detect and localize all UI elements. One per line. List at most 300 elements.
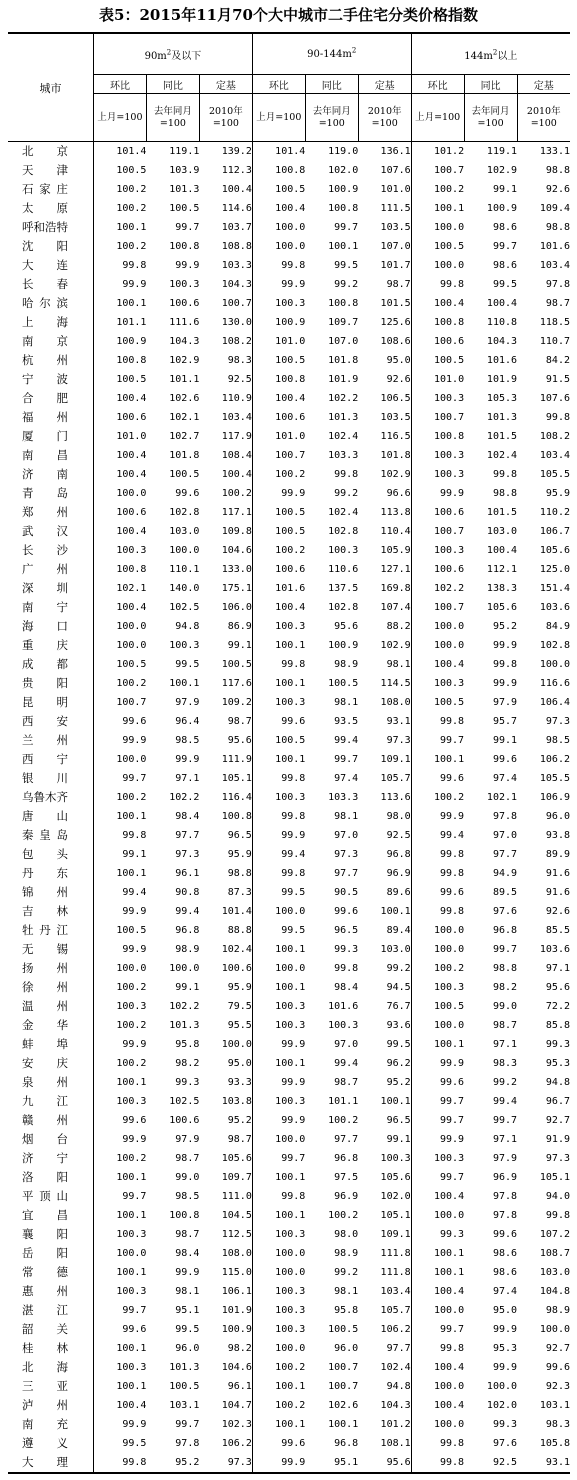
- subheader-fixed-base: 定基: [199, 75, 252, 94]
- cell-base-small: 114.6: [221, 203, 252, 214]
- cell-base-large: 96.0: [545, 811, 570, 822]
- city-name: 吉林: [22, 904, 68, 918]
- cell-mom-large: 100.0: [411, 1377, 464, 1396]
- cell-base-large: 105.1: [539, 1172, 570, 1183]
- cell-yoy-large: 97.7: [492, 849, 518, 860]
- cell-base-large: 85.5: [545, 925, 570, 936]
- cell-yoy-medium: 98.1: [334, 697, 359, 708]
- cell-base-medium: 107.6: [380, 165, 411, 176]
- cell-mom-small: 99.8: [94, 256, 147, 275]
- cell-base-small: 115.0: [221, 1267, 252, 1278]
- cell-base-small: 116.4: [221, 792, 252, 803]
- cell-yoy-medium: 119.0: [328, 146, 359, 157]
- cell-base-large: 106.2: [539, 754, 570, 765]
- cell-yoy-large: 97.6: [492, 1438, 518, 1449]
- cell-yoy-small: 102.1: [169, 412, 200, 423]
- cell-base-medium: 98.0: [386, 811, 411, 822]
- base-label-fixed: 2010年=100: [358, 94, 411, 142]
- cell-base-large: 93.1: [545, 1457, 570, 1468]
- city-name-cell: [8, 1187, 94, 1206]
- cell-base-small: 86.9: [227, 621, 252, 632]
- table-row: [8, 788, 570, 807]
- city-name: 郑州: [22, 505, 68, 519]
- cell-yoy-small: 102.9: [169, 355, 200, 366]
- cell-yoy-small: 99.5: [175, 1324, 200, 1335]
- city-name: 襄阳: [22, 1227, 68, 1241]
- cell-base-medium: 116.5: [380, 431, 411, 442]
- cell-base-medium: 136.1: [380, 146, 411, 157]
- table-row: [8, 1130, 570, 1149]
- cell-mom-large: 100.7: [411, 161, 464, 180]
- cell-base-medium: 96.9: [386, 868, 411, 879]
- table-row: [8, 1396, 570, 1415]
- city-name-cell: [8, 1035, 94, 1054]
- cell-base-small: 99.1: [227, 640, 252, 651]
- cell-yoy-medium: 99.8: [334, 469, 359, 480]
- cell-yoy-medium: 98.1: [334, 1286, 359, 1297]
- cell-yoy-small: 97.9: [175, 1134, 200, 1145]
- city-name: 扬州: [22, 961, 68, 975]
- cell-mom-large: 100.5: [411, 693, 464, 712]
- cell-yoy-medium: 100.8: [328, 203, 359, 214]
- table-row: [8, 275, 570, 294]
- city-name-cell: [8, 1320, 94, 1339]
- cell-base-small: 100.6: [221, 963, 252, 974]
- cell-mom-large: 100.4: [411, 655, 464, 674]
- cell-yoy-small: 102.5: [169, 1096, 200, 1107]
- cell-mom-large: 100.1: [411, 199, 464, 218]
- cell-mom-small: 100.1: [94, 1339, 147, 1358]
- cell-mom-large: 100.1: [411, 1035, 464, 1054]
- cell-yoy-large: 99.0: [492, 1001, 518, 1012]
- cell-base-large: 91.5: [545, 374, 570, 385]
- city-name: 无锡: [22, 942, 68, 956]
- cell-mom-small: 99.9: [94, 1415, 147, 1434]
- cell-mom-medium: 100.0: [252, 1244, 305, 1263]
- cell-mom-medium: 100.1: [252, 1415, 305, 1434]
- cell-mom-medium: 100.3: [252, 997, 305, 1016]
- cell-mom-small: 100.3: [94, 1282, 147, 1301]
- cell-base-large: 97.1: [545, 963, 570, 974]
- cell-yoy-medium: 100.1: [328, 241, 359, 252]
- cell-yoy-small: 103.9: [169, 165, 200, 176]
- city-name: 烟台: [22, 1132, 68, 1146]
- cell-base-medium: 93.6: [386, 1020, 411, 1031]
- cell-yoy-medium: 99.2: [334, 488, 359, 499]
- cell-mom-medium: 101.6: [252, 579, 305, 598]
- cell-base-small: 87.3: [227, 887, 252, 898]
- cell-yoy-medium: 103.3: [328, 792, 359, 803]
- cell-base-medium: 105.1: [380, 1210, 411, 1221]
- city-name: 锦州: [22, 885, 68, 899]
- cell-base-small: 98.7: [227, 1134, 252, 1145]
- cell-yoy-medium: 110.6: [328, 564, 359, 575]
- cell-yoy-large: 95.2: [492, 621, 518, 632]
- cell-mom-large: 100.0: [411, 218, 464, 237]
- cell-base-small: 175.1: [221, 583, 252, 594]
- cell-base-large: 100.0: [539, 659, 570, 670]
- cell-mom-medium: 99.8: [252, 769, 305, 788]
- city-name-cell: [8, 1282, 94, 1301]
- table-row: [8, 237, 570, 256]
- cell-base-large: 105.5: [539, 469, 570, 480]
- cell-yoy-small: 97.1: [175, 773, 200, 784]
- cell-base-large: 92.7: [545, 1343, 570, 1354]
- cell-yoy-medium: 97.7: [334, 868, 359, 879]
- cell-yoy-medium: 93.5: [334, 716, 359, 727]
- city-name: 深圳: [22, 581, 68, 595]
- cell-yoy-small: 100.0: [169, 545, 200, 556]
- city-name: 天津: [22, 163, 68, 177]
- cell-mom-small: 100.4: [94, 465, 147, 484]
- table-row: [8, 256, 570, 275]
- table-row: [8, 370, 570, 389]
- cell-base-medium: 101.5: [380, 298, 411, 309]
- cell-yoy-large: 99.4: [492, 1096, 518, 1107]
- cell-mom-large: 100.0: [411, 940, 464, 959]
- cell-mom-large: 99.4: [411, 826, 464, 845]
- city-name-cell: [8, 1225, 94, 1244]
- cell-base-small: 112.3: [221, 165, 252, 176]
- cell-mom-large: 99.8: [411, 1339, 464, 1358]
- city-name: 遵义: [22, 1436, 68, 1450]
- table-row: [8, 902, 570, 921]
- city-name-cell: [8, 256, 94, 275]
- city-name-cell: [8, 712, 94, 731]
- cell-mom-large: 99.6: [411, 883, 464, 902]
- cell-yoy-medium: 100.5: [328, 678, 359, 689]
- table-row: [8, 712, 570, 731]
- cell-base-small: 101.9: [221, 1305, 252, 1316]
- cell-base-medium: 95.0: [386, 355, 411, 366]
- cell-mom-large: 100.0: [411, 636, 464, 655]
- cell-base-small: 100.9: [221, 1324, 252, 1335]
- city-name-cell: [8, 446, 94, 465]
- cell-yoy-small: 103.0: [169, 526, 200, 537]
- cell-mom-medium: 100.3: [252, 294, 305, 313]
- cell-yoy-medium: 99.7: [334, 222, 359, 233]
- cell-mom-large: 100.5: [411, 237, 464, 256]
- cell-mom-medium: 100.5: [252, 522, 305, 541]
- cell-mom-large: 99.8: [411, 902, 464, 921]
- base-label-fixed: 2010年=100: [517, 94, 570, 142]
- cell-mom-medium: 99.9: [252, 275, 305, 294]
- city-name: 桂林: [22, 1341, 68, 1355]
- cell-yoy-large: 98.6: [492, 260, 518, 271]
- cell-yoy-small: 101.3: [169, 184, 200, 195]
- city-name: 贵阳: [22, 676, 68, 690]
- cell-base-large: 98.8: [545, 165, 570, 176]
- city-name-cell: [8, 807, 94, 826]
- cell-yoy-large: 97.6: [492, 906, 518, 917]
- city-name: 泉州: [22, 1075, 68, 1089]
- cell-base-small: 110.9: [221, 393, 252, 404]
- cell-yoy-small: 95.8: [175, 1039, 200, 1050]
- cell-base-small: 95.0: [227, 1058, 252, 1069]
- city-name: 合肥: [22, 391, 68, 405]
- cell-yoy-small: 98.7: [175, 1153, 200, 1164]
- cell-base-large: 110.7: [539, 336, 570, 347]
- cell-base-medium: 102.4: [380, 1362, 411, 1373]
- cell-base-small: 117.1: [221, 507, 252, 518]
- cell-base-small: 98.2: [227, 1343, 252, 1354]
- cell-yoy-large: 89.5: [492, 887, 518, 898]
- table-row: [8, 959, 570, 978]
- table-row: [8, 1054, 570, 1073]
- cell-base-large: 108.2: [539, 431, 570, 442]
- cell-yoy-small: 99.9: [175, 1267, 200, 1278]
- city-name: 北京: [22, 144, 68, 158]
- table-row: [8, 921, 570, 940]
- cell-base-small: 95.9: [227, 849, 252, 860]
- cell-yoy-large: 119.1: [486, 146, 518, 157]
- cell-mom-large: 100.5: [411, 351, 464, 370]
- city-name: 温州: [22, 999, 68, 1013]
- cell-mom-medium: 100.0: [252, 218, 305, 237]
- cell-base-medium: 113.6: [380, 792, 411, 803]
- city-name-cell: [8, 750, 94, 769]
- cell-base-large: 107.6: [539, 393, 570, 404]
- cell-yoy-large: 97.9: [492, 1153, 518, 1164]
- cell-yoy-medium: 97.0: [334, 1039, 359, 1050]
- cell-base-medium: 96.5: [386, 1115, 411, 1126]
- cell-base-small: 100.4: [221, 469, 252, 480]
- page-title: 表5：2015年11月70个大中城市二手住宅分类价格指数: [99, 6, 478, 24]
- cell-base-large: 98.9: [545, 1305, 570, 1316]
- cell-mom-medium: 100.3: [252, 1320, 305, 1339]
- cell-yoy-small: 98.4: [175, 1248, 200, 1259]
- cell-mom-small: 101.0: [94, 427, 147, 446]
- cell-yoy-large: 98.6: [492, 1267, 518, 1278]
- city-name: 韶关: [22, 1322, 68, 1336]
- cell-mom-medium: 99.8: [252, 655, 305, 674]
- cell-base-medium: 92.5: [386, 830, 411, 841]
- cell-mom-small: 99.4: [94, 883, 147, 902]
- city-name-cell: [8, 161, 94, 180]
- cell-base-large: 84.9: [545, 621, 570, 632]
- city-name: 石家庄: [22, 182, 68, 196]
- cell-yoy-small: 96.8: [175, 925, 200, 936]
- cell-mom-small: 99.9: [94, 1035, 147, 1054]
- cell-mom-large: 99.6: [411, 769, 464, 788]
- cell-mom-medium: 100.7: [252, 446, 305, 465]
- cell-base-medium: 94.5: [386, 982, 411, 993]
- cell-yoy-small: 100.3: [169, 279, 200, 290]
- city-name-cell: [8, 1054, 94, 1073]
- cell-base-medium: 95.6: [386, 1457, 411, 1468]
- cell-mom-medium: 100.2: [252, 1358, 305, 1377]
- cell-yoy-medium: 99.4: [334, 735, 359, 746]
- table-row: [8, 351, 570, 370]
- cell-yoy-small: 100.3: [169, 640, 200, 651]
- cell-yoy-large: 101.9: [486, 374, 518, 385]
- cell-base-small: 95.9: [227, 982, 252, 993]
- cell-mom-medium: 100.1: [252, 674, 305, 693]
- city-name: 海口: [22, 619, 68, 633]
- cell-mom-large: 101.0: [411, 370, 464, 389]
- cell-yoy-small: 95.2: [175, 1457, 200, 1468]
- cell-yoy-large: 102.0: [486, 1400, 518, 1411]
- cell-base-medium: 98.1: [386, 659, 411, 670]
- cell-mom-large: 99.3: [411, 1225, 464, 1244]
- cell-mom-medium: 100.8: [252, 161, 305, 180]
- cell-base-medium: 114.5: [380, 678, 411, 689]
- cell-yoy-small: 103.1: [169, 1400, 200, 1411]
- table-row: [8, 997, 570, 1016]
- cell-yoy-small: 94.8: [175, 621, 200, 632]
- cell-yoy-large: 97.9: [492, 697, 518, 708]
- cell-yoy-large: 103.0: [486, 526, 518, 537]
- cell-base-large: 97.3: [545, 1153, 570, 1164]
- cell-mom-small: 100.3: [94, 1092, 147, 1111]
- base-label-fixed: 2010年=100: [199, 94, 252, 142]
- cell-yoy-small: 98.2: [175, 1058, 200, 1069]
- cell-yoy-large: 110.8: [486, 317, 518, 328]
- cell-mom-large: 99.7: [411, 1168, 464, 1187]
- cell-base-small: 95.2: [227, 1115, 252, 1126]
- cell-base-large: 110.2: [539, 507, 570, 518]
- city-name: 泸州: [22, 1398, 68, 1412]
- cell-base-large: 151.4: [539, 583, 570, 594]
- cell-yoy-large: 95.7: [492, 716, 518, 727]
- table-row: [8, 1168, 570, 1187]
- cell-yoy-small: 97.8: [175, 1438, 200, 1449]
- cell-base-medium: 96.6: [386, 488, 411, 499]
- cell-base-large: 92.3: [545, 1381, 570, 1392]
- cell-base-medium: 105.6: [380, 1172, 411, 1183]
- table-row: [8, 1244, 570, 1263]
- cell-base-medium: 103.5: [380, 412, 411, 423]
- cell-base-small: 88.8: [227, 925, 252, 936]
- cell-base-medium: 125.6: [380, 317, 411, 328]
- cell-base-large: 106.4: [539, 697, 570, 708]
- cell-base-medium: 107.0: [380, 241, 411, 252]
- cell-mom-small: 100.8: [94, 560, 147, 579]
- cell-yoy-small: 102.6: [169, 393, 200, 404]
- table-body: [8, 142, 570, 1474]
- table-row: [8, 693, 570, 712]
- table-row: [8, 294, 570, 313]
- subheader-yoy: 同比: [305, 75, 358, 94]
- table-row: [8, 598, 570, 617]
- cell-mom-small: 100.6: [94, 408, 147, 427]
- cell-yoy-small: 97.7: [175, 830, 200, 841]
- cell-yoy-small: 98.4: [175, 811, 200, 822]
- cell-yoy-large: 99.1: [492, 184, 518, 195]
- city-name: 西安: [22, 714, 68, 728]
- base-label-yoy: 去年同月=100: [305, 94, 358, 142]
- cell-yoy-medium: 101.3: [328, 412, 359, 423]
- cell-mom-large: 99.6: [411, 1073, 464, 1092]
- subheader-yoy: 同比: [146, 75, 199, 94]
- cell-mom-large: 100.0: [411, 921, 464, 940]
- cell-base-small: 108.4: [221, 450, 252, 461]
- cell-base-small: 106.0: [221, 602, 252, 613]
- cell-yoy-large: 98.8: [492, 963, 518, 974]
- city-name-cell: [8, 959, 94, 978]
- city-name-cell: [8, 332, 94, 351]
- cell-base-small: 104.3: [221, 279, 252, 290]
- cell-yoy-small: 98.7: [175, 1229, 200, 1240]
- cell-mom-medium: 100.1: [252, 1206, 305, 1225]
- cell-mom-small: 100.0: [94, 617, 147, 636]
- city-name-cell: [8, 1149, 94, 1168]
- cell-mom-medium: 100.1: [252, 1377, 305, 1396]
- cell-mom-small: 99.9: [94, 1130, 147, 1149]
- cell-mom-small: 100.1: [94, 1206, 147, 1225]
- table-row: [8, 1453, 570, 1473]
- table-row: [8, 769, 570, 788]
- city-name-cell: [8, 1377, 94, 1396]
- cell-base-small: 103.8: [221, 1096, 252, 1107]
- cell-mom-small: 99.9: [94, 902, 147, 921]
- cell-base-medium: 98.7: [386, 279, 411, 290]
- cell-mom-medium: 100.6: [252, 560, 305, 579]
- cell-mom-medium: 100.4: [252, 598, 305, 617]
- cell-yoy-small: 100.1: [169, 678, 200, 689]
- cell-base-large: 93.8: [545, 830, 570, 841]
- cell-yoy-large: 99.8: [492, 469, 518, 480]
- city-name: 青岛: [22, 486, 68, 500]
- cell-mom-medium: 99.5: [252, 921, 305, 940]
- cell-yoy-small: 110.1: [169, 564, 200, 575]
- cell-yoy-small: 100.6: [169, 1115, 200, 1126]
- city-name-cell: [8, 864, 94, 883]
- city-name-cell: [8, 636, 94, 655]
- cell-mom-small: 100.3: [94, 541, 147, 560]
- cell-base-large: 95.9: [545, 488, 570, 499]
- cell-base-large: 99.6: [545, 1362, 570, 1373]
- cell-yoy-medium: 100.7: [328, 1362, 359, 1373]
- city-name: 太原: [22, 201, 68, 215]
- cell-base-large: 105.6: [539, 545, 570, 556]
- cell-mom-small: 100.8: [94, 351, 147, 370]
- cell-yoy-large: 97.0: [492, 830, 518, 841]
- city-name-cell: [8, 1358, 94, 1377]
- cell-mom-large: 100.1: [411, 750, 464, 769]
- city-name-cell: [8, 655, 94, 674]
- cell-yoy-medium: 99.6: [334, 906, 359, 917]
- city-name-cell: [8, 997, 94, 1016]
- city-name: 西宁: [22, 752, 68, 766]
- city-name: 湛江: [22, 1303, 68, 1317]
- city-name-cell: [8, 180, 94, 199]
- table-row: [8, 636, 570, 655]
- cell-mom-large: 99.8: [411, 1453, 464, 1473]
- cell-yoy-large: 95.0: [492, 1305, 518, 1316]
- cell-base-medium: 101.7: [380, 260, 411, 271]
- cell-yoy-small: 111.6: [169, 317, 200, 328]
- cell-yoy-large: 97.8: [492, 1210, 518, 1221]
- city-name-cell: [8, 1434, 94, 1453]
- cell-yoy-large: 138.3: [486, 583, 518, 594]
- cell-base-large: 100.0: [539, 1324, 570, 1335]
- cell-mom-medium: 100.0: [252, 1130, 305, 1149]
- cell-yoy-large: 99.1: [492, 735, 518, 746]
- city-name-cell: [8, 1339, 94, 1358]
- cell-mom-medium: 100.5: [252, 731, 305, 750]
- cell-yoy-medium: 98.0: [334, 1229, 359, 1240]
- table-row: [8, 465, 570, 484]
- cell-yoy-small: 104.3: [169, 336, 200, 347]
- city-name: 银川: [22, 771, 68, 785]
- table-row: [8, 1434, 570, 1453]
- cell-yoy-large: 101.5: [486, 431, 518, 442]
- cell-mom-large: 100.3: [411, 978, 464, 997]
- cell-yoy-large: 96.9: [492, 1172, 518, 1183]
- cell-base-small: 117.9: [221, 431, 252, 442]
- city-name: 福州: [22, 410, 68, 424]
